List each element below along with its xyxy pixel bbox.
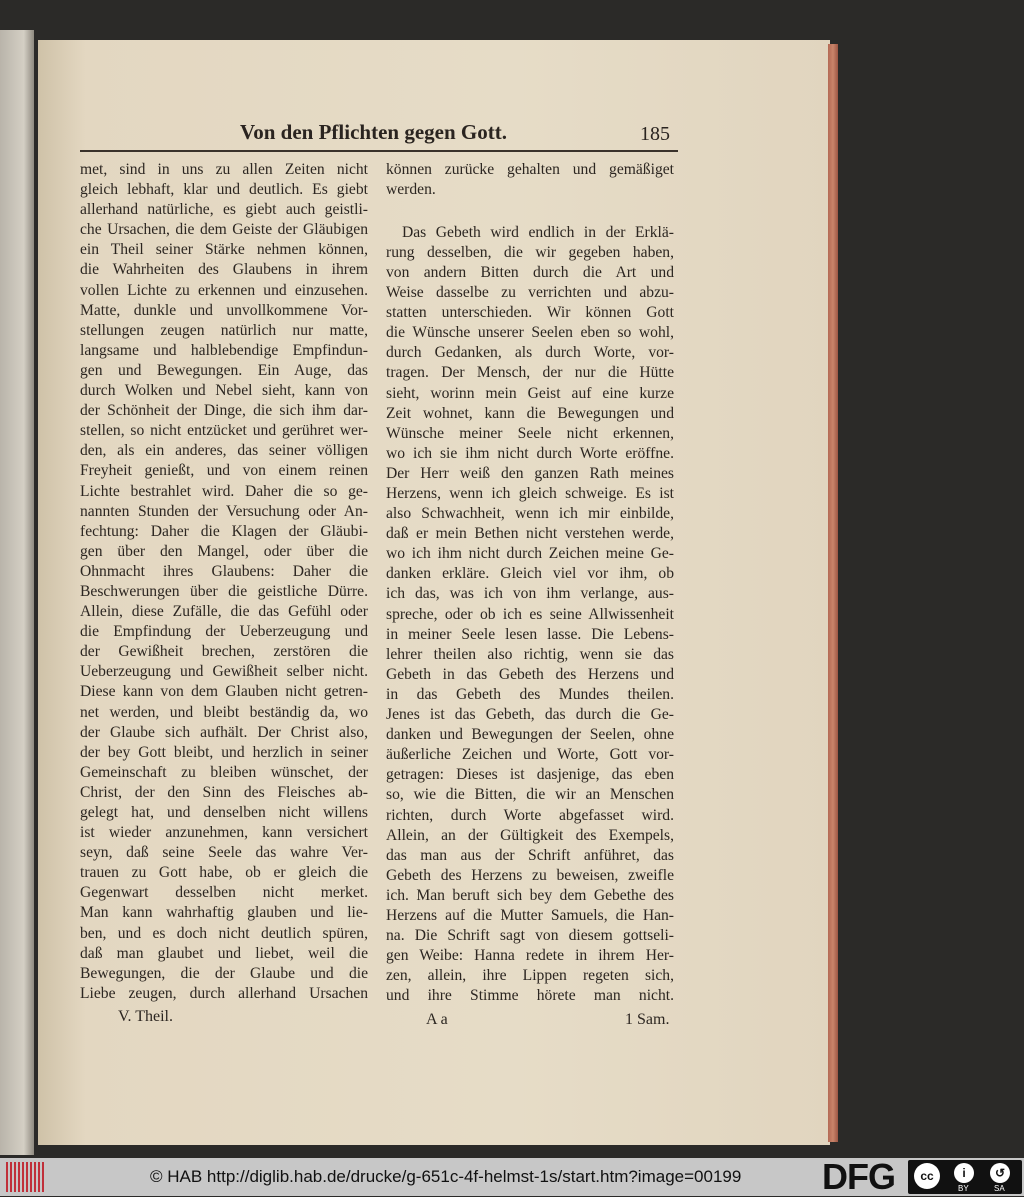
- text-line: rung desselben, die wir gegeben haben,: [386, 243, 674, 261]
- page-number: 185: [640, 123, 670, 145]
- permalink-credit[interactable]: © HAB http://diglib.hab.de/drucke/g-651c-4f-helmst-1s/start.htm?image=00199: [150, 1167, 742, 1186]
- text-line: allerhand natürliche, es giebt auch geistli-: [80, 201, 368, 219]
- text-line: Beschwerungen über die geistliche Dürre.: [80, 582, 368, 600]
- text-line: fechtung: Daher die Klagen der Gläubi-: [80, 522, 368, 540]
- sa-label: SA: [994, 1184, 1005, 1193]
- text-line: gelegt hat, und denselben nicht willens: [80, 804, 368, 821]
- text-line: Allein, an der Gültigkeit des Exempels,: [386, 826, 674, 844]
- catchword: 1 Sam.: [625, 1011, 670, 1028]
- volume-mark: V. Theil.: [118, 1008, 173, 1025]
- text-line: so, wie die Bitten, die wir an Menschen: [386, 786, 674, 804]
- text-line: daß er mein Bethen nicht verstehen werde,: [386, 525, 674, 543]
- text-line: die Wahrheiten des Glaubens in ihrem: [80, 261, 368, 279]
- running-title: Von den Pflichten gegen Gott.: [240, 120, 507, 144]
- text-line: zen, allein, ihre Lippen regeten sich,: [386, 967, 674, 985]
- text-line: statten unterschieden. Wir können Gott: [386, 304, 674, 322]
- text-line: also Schwachheit, wenn ich mir einbilde,: [386, 505, 674, 523]
- text-line: ich. Man beruft sich bey dem Gebethe des: [386, 886, 674, 904]
- text-line: der Gewißheit brechen, zerstören die: [80, 643, 368, 661]
- dfg-logo: DFG: [822, 1156, 895, 1197]
- text-line: gen Weibe: Hanna redete in ihrem Her-: [386, 947, 674, 965]
- text-line: Gegenwart desselben nicht merket.: [80, 884, 368, 902]
- text-line: stellungen zeugen natürlich nur matte,: [80, 321, 368, 339]
- text-line: vollen Lichte zu erkennen und einzusehen.: [80, 281, 368, 299]
- text-line: lehrer theilen also richtig, wenn sie das: [386, 645, 674, 663]
- text-line: die Empfindung der Ueberzeugung und: [80, 623, 368, 641]
- text-line: der bey Gott bleibt, und herzlich in seiner: [80, 743, 368, 761]
- text-line: werden.: [386, 181, 436, 199]
- text-line: ein Theil seiner Stärke nehmen können,: [80, 241, 368, 259]
- signature-mark: A a: [426, 1011, 448, 1028]
- text-line: äußerliche Zeichen und Worte, Gott vor-: [386, 746, 674, 764]
- text-line: tragen. Der Mensch, der nur die Hütte: [386, 364, 674, 382]
- text-line: durch Gedanken, als durch Worte, vor-: [386, 344, 674, 362]
- text-line: Diese kann von dem Glauben nicht getren-: [80, 683, 368, 701]
- adjacent-page-edge: [0, 30, 34, 1155]
- text-line: trauen zu Gott habe, ob er gleich die: [80, 864, 368, 882]
- text-line: der Schönheit der Dinge, die sich ihm dar-: [80, 402, 368, 420]
- text-line: danken und Bewegungen der Seelen, ohne: [386, 726, 674, 744]
- text-line: getragen: Dieses ist dasjenige, das eben: [386, 766, 674, 784]
- text-line: Zeit wohnet, kann die Bewegungen und: [386, 404, 674, 422]
- sa-icon: ↺: [990, 1163, 1010, 1183]
- text-line: Man kann wahrhaftig glauben und lie-: [80, 904, 368, 922]
- text-line: net werden, und bleibt beständig da, wo: [80, 703, 368, 721]
- text-line: Gebeth des Herzens zu beweisen, zweifle: [386, 866, 674, 884]
- text-line: in das Gebeth des Mundes theilen.: [386, 685, 674, 703]
- text-line: Christ, der den Sinn des Fleisches ab-: [80, 783, 368, 801]
- text-line: Wünsche meiner Seele nicht erkennen,: [386, 424, 674, 442]
- text-line: und ihre Stimme hörete man nicht.: [386, 987, 674, 1005]
- text-line: na. Die Schrift sagt von diesem gottseli-: [386, 927, 674, 945]
- text-line: danken erkläre. Gleich viel vor ihm, ob: [386, 565, 674, 583]
- right-text-column: [386, 160, 674, 1006]
- text-line: der Glaube sich aufhält. Der Christ also,: [80, 723, 368, 741]
- text-line: durch Wolken und Nebel sieht, kann von: [80, 382, 368, 400]
- text-line: von andern Bitten durch die Art und: [386, 263, 674, 281]
- text-line: Ohnmacht ihres Glaubens: Daher die: [80, 562, 368, 580]
- text-line: richten, durch Worte abgefasset wird.: [386, 806, 674, 824]
- paragraph-gap: [386, 200, 674, 223]
- text-line: Lichte bestrahlet wird. Daher die so ge-: [80, 482, 368, 500]
- text-line: können zurücke gehalten und gemäßiget: [386, 161, 674, 178]
- text-line: wo ich ihm nicht durch Zeichen meine Ge-: [386, 545, 674, 563]
- left-text-column: [80, 160, 368, 1004]
- text-line: Matte, dunkle und unvollkommene Vor-: [80, 301, 368, 319]
- text-line: seyn, daß seine Seele das wahre Ver-: [80, 844, 368, 862]
- page-red-edge: [828, 44, 838, 1142]
- hab-logo-icon: [6, 1162, 46, 1192]
- text-line: in meiner Seele lesen lasse. Die Lebens-: [386, 625, 674, 643]
- text-line: daß man glaubet und liebet, weil die: [80, 944, 368, 962]
- text-line: Bewegungen, die der Glaube und die: [80, 964, 368, 982]
- text-line: Ueberzeugung und Gewißheit selber nicht.: [80, 663, 368, 681]
- text-line: Das Gebeth wird endlich in der Erklä-: [402, 223, 674, 241]
- text-line: den, als ein anderes, das seiner völligen: [80, 442, 368, 460]
- text-line: Liebe zeugen, durch allerhand Ursachen: [80, 984, 368, 1002]
- text-line: met, sind in uns zu allen Zeiten nicht: [80, 161, 368, 178]
- by-icon: i: [954, 1163, 974, 1183]
- text-line: ist wieder anzunehmen, kann versichert: [80, 824, 368, 842]
- text-line: die Wünsche unserer Seelen eben so wohl,: [386, 324, 674, 342]
- text-line: Weise dasselbe zu verrichten und abzu-: [386, 284, 674, 302]
- text-line: che Ursachen, die dem Geiste der Gläubigen: [80, 221, 368, 239]
- text-line: langsame und halblebendige Empfindun-: [80, 341, 368, 359]
- viewer-footer: [0, 1158, 1024, 1196]
- text-line: wo ich sie ihm nicht durch Worte eröffne.: [386, 444, 674, 462]
- text-line: das man aus der Schrift anführet, das: [386, 846, 674, 864]
- text-line: Herzens, wenn ich gleich schweige. Es ist: [386, 485, 674, 502]
- by-label: BY: [958, 1184, 969, 1193]
- text-line: Gemeinschaft zu bleiben wünschet, der: [80, 763, 368, 781]
- text-line: stellen, so nicht entzücket und gerühret wer-: [80, 422, 368, 440]
- text-line: gleich lebhaft, klar und deutlich. Es giebt: [80, 181, 368, 199]
- text-line: Gebeth in das Gebeth des Herzens und: [386, 665, 674, 683]
- text-line: sieht, worinn mein Geist auf eine kurze: [386, 384, 674, 402]
- text-line: gen über den Mangel, oder über die: [80, 542, 368, 560]
- text-line: ben, und es doch nicht deutlich spüren,: [80, 924, 368, 942]
- text-line: Der Herr weiß den ganzen Rath meines: [386, 464, 674, 482]
- text-line: gen und Bewegungen. Ein Auge, das: [80, 361, 368, 379]
- text-line: Herzens auf die Mutter Samuels, die Han-: [386, 906, 674, 924]
- text-line: Allein, diese Zufälle, die das Gefühl oder: [80, 603, 368, 621]
- text-line: Jenes ist das Gebeth, das durch die Ge-: [386, 706, 674, 724]
- text-line: spreche, oder ob ich es seine Allwissenheit: [386, 605, 674, 623]
- cc-icon: cc: [914, 1163, 940, 1189]
- header-rule: [80, 150, 678, 152]
- text-line: nannten Stunden der Versuchung oder An-: [80, 502, 368, 520]
- text-line: ich das, was ich von ihm verlange, aus-: [386, 585, 674, 603]
- text-line: Freyheit genießt, und von einem reinen: [80, 462, 368, 480]
- cc-license-badge[interactable]: [908, 1160, 1022, 1194]
